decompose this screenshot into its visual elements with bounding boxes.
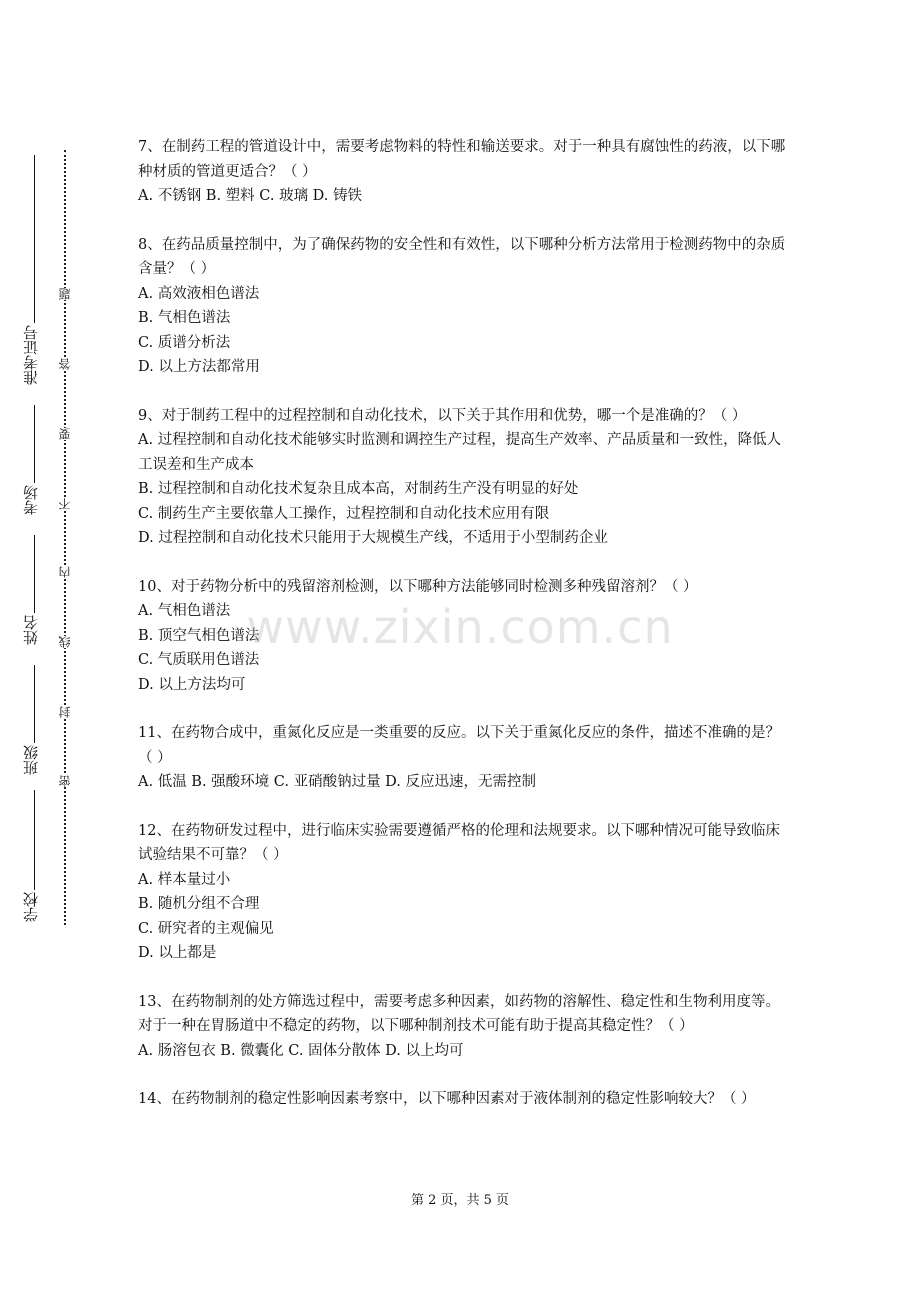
name-fill-line [34, 535, 35, 613]
option-d: D. 以上方法都常用 [138, 359, 260, 375]
option-b: B. 随机分组不合理 [138, 896, 260, 912]
question-13 [138, 990, 786, 1064]
question-11 [138, 721, 786, 795]
seal-char: 答 [58, 358, 72, 370]
exam-room-label: 考场 [22, 485, 40, 515]
option-c: C. 气质联用色谱法 [138, 652, 260, 668]
seal-char: 封 [58, 706, 72, 718]
seal-char: 不 [58, 498, 72, 510]
question-stem: 10、对于药物分析中的残留溶剂检测，以下哪种方法能够同时检测多种残留溶剂？（ ） [138, 578, 698, 595]
exam-room-fill-line [34, 405, 35, 483]
binding-strip [0, 0, 120, 1302]
option-d: D. 以上都是 [138, 945, 217, 961]
class-fill-line [34, 665, 35, 743]
option-b: B. 气相色谱法 [138, 310, 231, 326]
option-b: B. 过程控制和自动化技术复杂且成本高，对制药生产没有明显的好处 [138, 481, 579, 497]
option-a: A. 样本量过小 [138, 871, 231, 888]
watermark: www.zixin.com.cn [246, 600, 674, 654]
option-c: C. 质谱分析法 [138, 334, 231, 351]
school-label: 学校 [22, 892, 40, 922]
question-stem: 11、在药物合成中，重氮化反应是一类重要的反应。以下关于重氮化反应的条件，描述不准确的是？（ ） [138, 725, 780, 766]
option-a: A. 气相色谱法 [138, 603, 231, 619]
option-d: D. 过程控制和自动化技术只能用于大规模生产线，不适用于小型制药企业 [138, 530, 608, 546]
question-12 [138, 819, 786, 966]
question-stem: 12、在药物研发过程中，进行临床实验需要遵循严格的伦理和法规要求。以下哪种情况可能导致临床试验结果不可靠？（ ） [138, 822, 780, 863]
question-stem: 9、对于制药工程中的过程控制和自动化技术，以下关于其作用和优势，哪一个是准确的？（ ） [138, 407, 747, 424]
option-c: C. 研究者的主观偏见 [138, 920, 274, 937]
question-9 [138, 404, 786, 551]
question-options: A. 低温 B. 强酸环境 C. 亚硝酸钠过量 D. 反应迅速，无需控制 [138, 774, 537, 790]
option-c: C. 制药生产主要依靠人工操作，过程控制和自动化技术应用有限 [138, 505, 550, 522]
question-stem: 14、在药物制剂的稳定性影响因素考察中，以下哪种因素对于液体制剂的稳定性影响较大？（ ） [138, 1091, 756, 1107]
question-options: A. 肠溶包衣 B. 微囊化 C. 固体分散体 D. 以上均可 [138, 1042, 464, 1059]
class-label: 班级 [22, 745, 40, 775]
question-options: A. 不锈钢 B. 塑料 C. 玻璃 D. 铸铁 [138, 188, 363, 204]
page-footer: 第 2 页，共 5 页 [410, 1193, 510, 1208]
name-label: 姓名 [22, 615, 40, 645]
seal-char: 要 [58, 428, 72, 440]
option-d: D. 以上方法均可 [138, 676, 246, 693]
question-14 [138, 1087, 786, 1112]
school-fill-line [34, 790, 35, 890]
option-b: B. 顶空气相色谱法 [138, 627, 260, 644]
option-a: A. 过程控制和自动化技术能够实时监测和调控生产过程，提高生产效率、产品质量和一致性，降低人工误差和生产成本 [138, 432, 782, 473]
question-8 [138, 233, 786, 380]
question-list [138, 135, 786, 1136]
option-a: A. 高效液相色谱法 [138, 285, 260, 302]
admission-number-fill-line [34, 155, 35, 323]
admission-number-label: 准考证号 [22, 325, 40, 385]
question-7 [138, 135, 786, 209]
seal-char: 内 [58, 566, 72, 578]
seal-dotted-line [64, 150, 66, 925]
seal-char: 线 [58, 636, 72, 648]
question-stem: 7、在制药工程的管道设计中，需要考虑物料的特性和输送要求。对于一种具有腐蚀性的药液，以下哪种材质的管道更适合？（ ） [138, 139, 786, 180]
question-stem: 13、在药物制剂的处方筛选过程中，需要考虑多种因素，如药物的溶解性、稳定性和生物利用度等。对于一种在胃肠道中不稳定的药物，以下哪种制剂技术可能有助于提高其稳定性？（ ） [138, 993, 780, 1034]
question-10 [138, 575, 786, 698]
question-stem: 8、在药品质量控制中，为了确保药物的安全性和有效性，以下哪种分析方法常用于检测药物中的杂质含量？（ ） [138, 236, 786, 277]
seal-char: 题 [58, 288, 72, 300]
seal-char: 密 [58, 775, 72, 787]
